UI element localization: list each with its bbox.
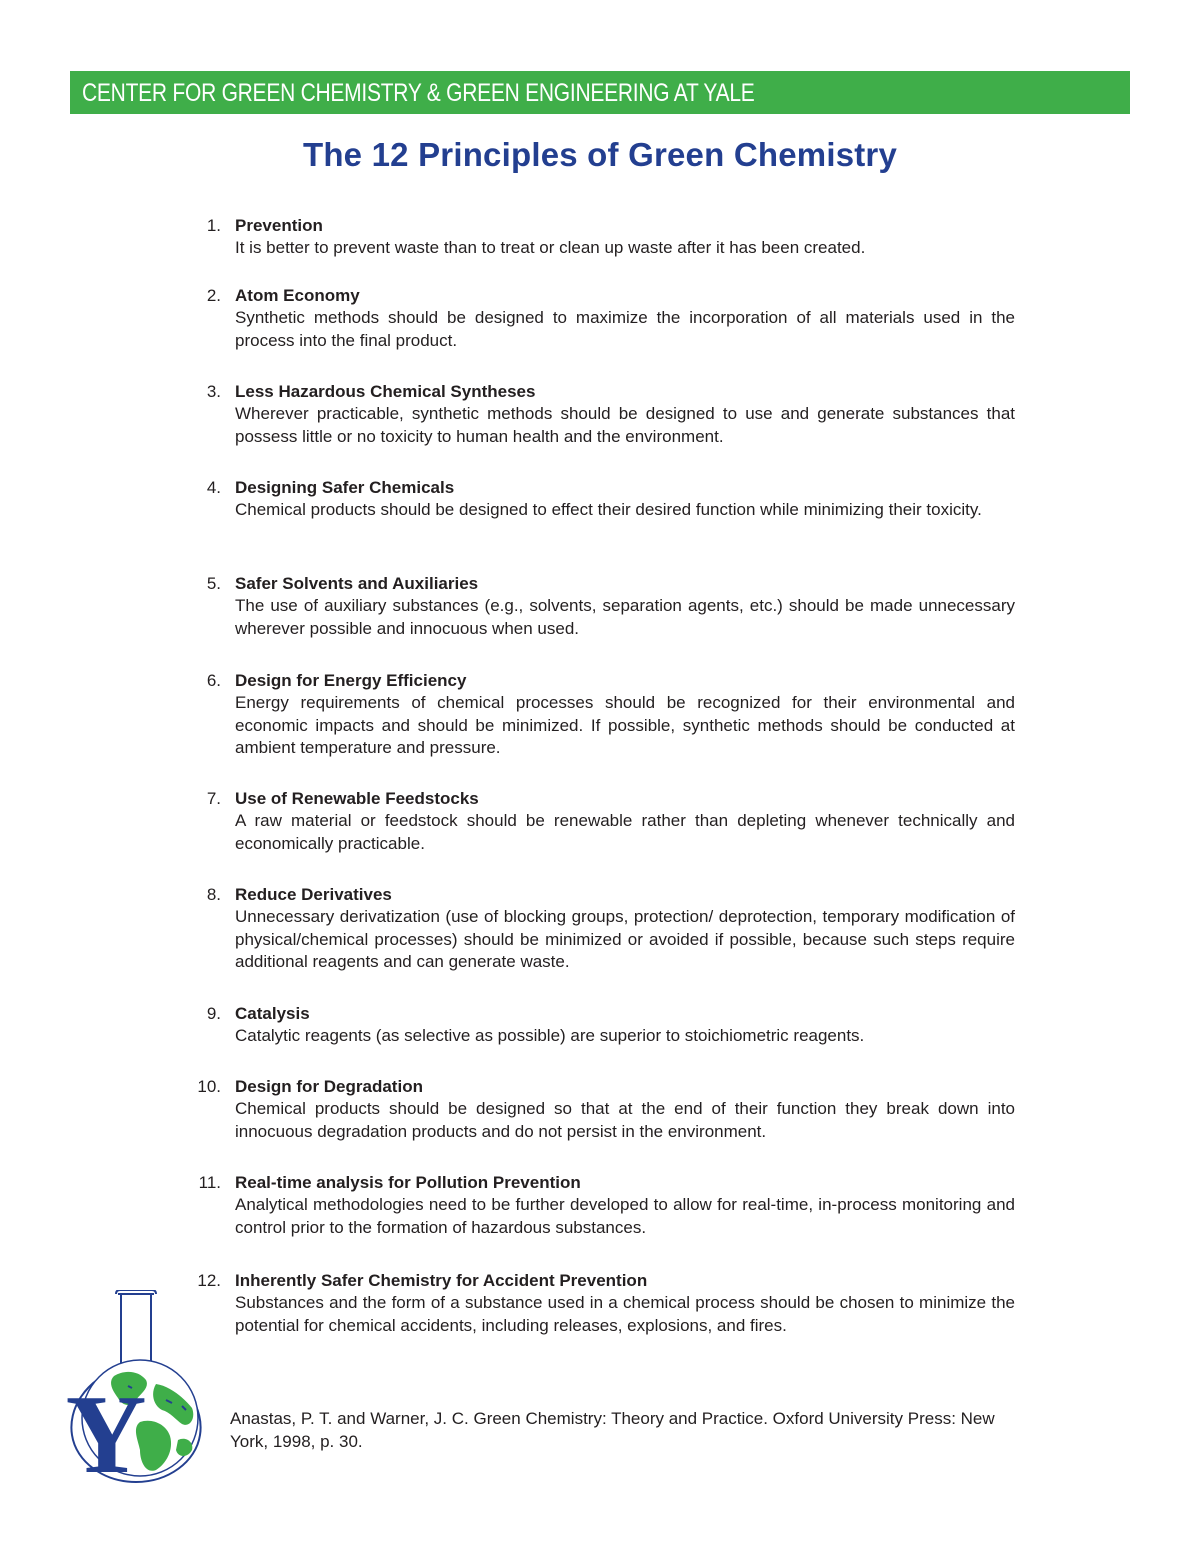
principle-title: Use of Renewable Feedstocks	[235, 789, 479, 808]
principle-number: 4.	[206, 478, 221, 497]
principle-title: Inherently Safer Chemistry for Accident Prevention	[235, 1271, 648, 1290]
banner-title: CENTER FOR GREEN CHEMISTRY & GREEN ENGINEERING AT YALE	[82, 79, 755, 107]
principle-description: Chemical products should be designed to effect their desired function while minimizing their toxicity.	[235, 500, 982, 519]
principle-number: 1.	[206, 216, 221, 235]
citation: Anastas, P. T. and Warner, J. C. Green Chemistry: Theory and Practice. Oxford University Press: New York, 1998, p. 30.	[230, 1409, 995, 1451]
principle-description: Catalytic reagents (as selective as possible) are superior to stoichiometric reagents.	[235, 1026, 865, 1045]
principle-title: Prevention	[235, 216, 323, 235]
principle-description: Wherever practicable, synthetic methods should be designed to use and generate substances that possess little or no toxicity to human health and the environment.	[235, 404, 1015, 446]
header-banner	[70, 71, 1130, 114]
logo-letter: Y	[66, 1373, 147, 1485]
principle-description: Chemical products should be designed so that at the end of their function they break down into innocuous degradation products and do not persist in the environment.	[235, 1099, 1015, 1141]
principle-title: Safer Solvents and Auxiliaries	[235, 574, 479, 593]
principle-title: Real-time analysis for Pollution Prevention	[235, 1173, 581, 1192]
principle-description: Analytical methodologies need to be further developed to allow for real-time, in-process monitoring and control prior to the formation of hazardous substances.	[235, 1195, 1015, 1237]
principle-title: Design for Degradation	[235, 1077, 423, 1096]
principle-description: A raw material or feedstock should be renewable rather than depleting whenever technically and economically practicable.	[235, 811, 1015, 853]
principle-description: It is better to prevent waste than to treat or clean up waste after it has been created.	[235, 238, 866, 257]
principle-number: 10.	[197, 1077, 221, 1096]
principle-title: Design for Energy Efficiency	[235, 671, 467, 690]
principle-number: 6.	[206, 671, 221, 690]
principle-number: 12.	[197, 1271, 221, 1290]
principle-number: 8.	[206, 885, 221, 904]
principle-title: Reduce Derivatives	[235, 885, 392, 904]
principle-number: 5.	[206, 574, 221, 593]
principle-description: Substances and the form of a substance used in a chemical process should be chosen to minimize the potential for chemical accidents, including releases, explosions, and fires.	[235, 1293, 1015, 1335]
principle-number: 11.	[198, 1173, 221, 1192]
page-title: The 12 Principles of Green Chemistry	[302, 136, 898, 173]
principle-number: 2.	[206, 286, 221, 305]
principle-number: 3.	[206, 382, 221, 401]
principle-description: The use of auxiliary substances (e.g., solvents, separation agents, etc.) should be made unnecessary wherever possible and innocuous when used.	[235, 596, 1015, 638]
yale-flask-globe-logo-icon	[66, 1290, 206, 1485]
principle-number: 7.	[206, 789, 221, 808]
principle-number: 9.	[206, 1004, 221, 1023]
principle-description: Energy requirements of chemical processes should be recognized for their environmental and economic impacts and should be minimized. If possible, synthetic methods should be conducted at ambient temperature and pressure.	[235, 693, 1015, 758]
principle-title: Catalysis	[235, 1004, 310, 1023]
principle-title: Designing Safer Chemicals	[235, 478, 455, 497]
principle-title: Less Hazardous Chemical Syntheses	[235, 382, 536, 401]
principle-description: Unnecessary derivatization (use of blocking groups, protection/ deprotection, temporary modification of physical/chemical processes) should be minimized or avoided if possible, because such steps require additional reagents and can generate waste.	[235, 907, 1015, 972]
principle-title: Atom Economy	[235, 286, 360, 305]
principle-description: Synthetic methods should be designed to maximize the incorporation of all materials used in the process into the final product.	[235, 308, 1015, 350]
